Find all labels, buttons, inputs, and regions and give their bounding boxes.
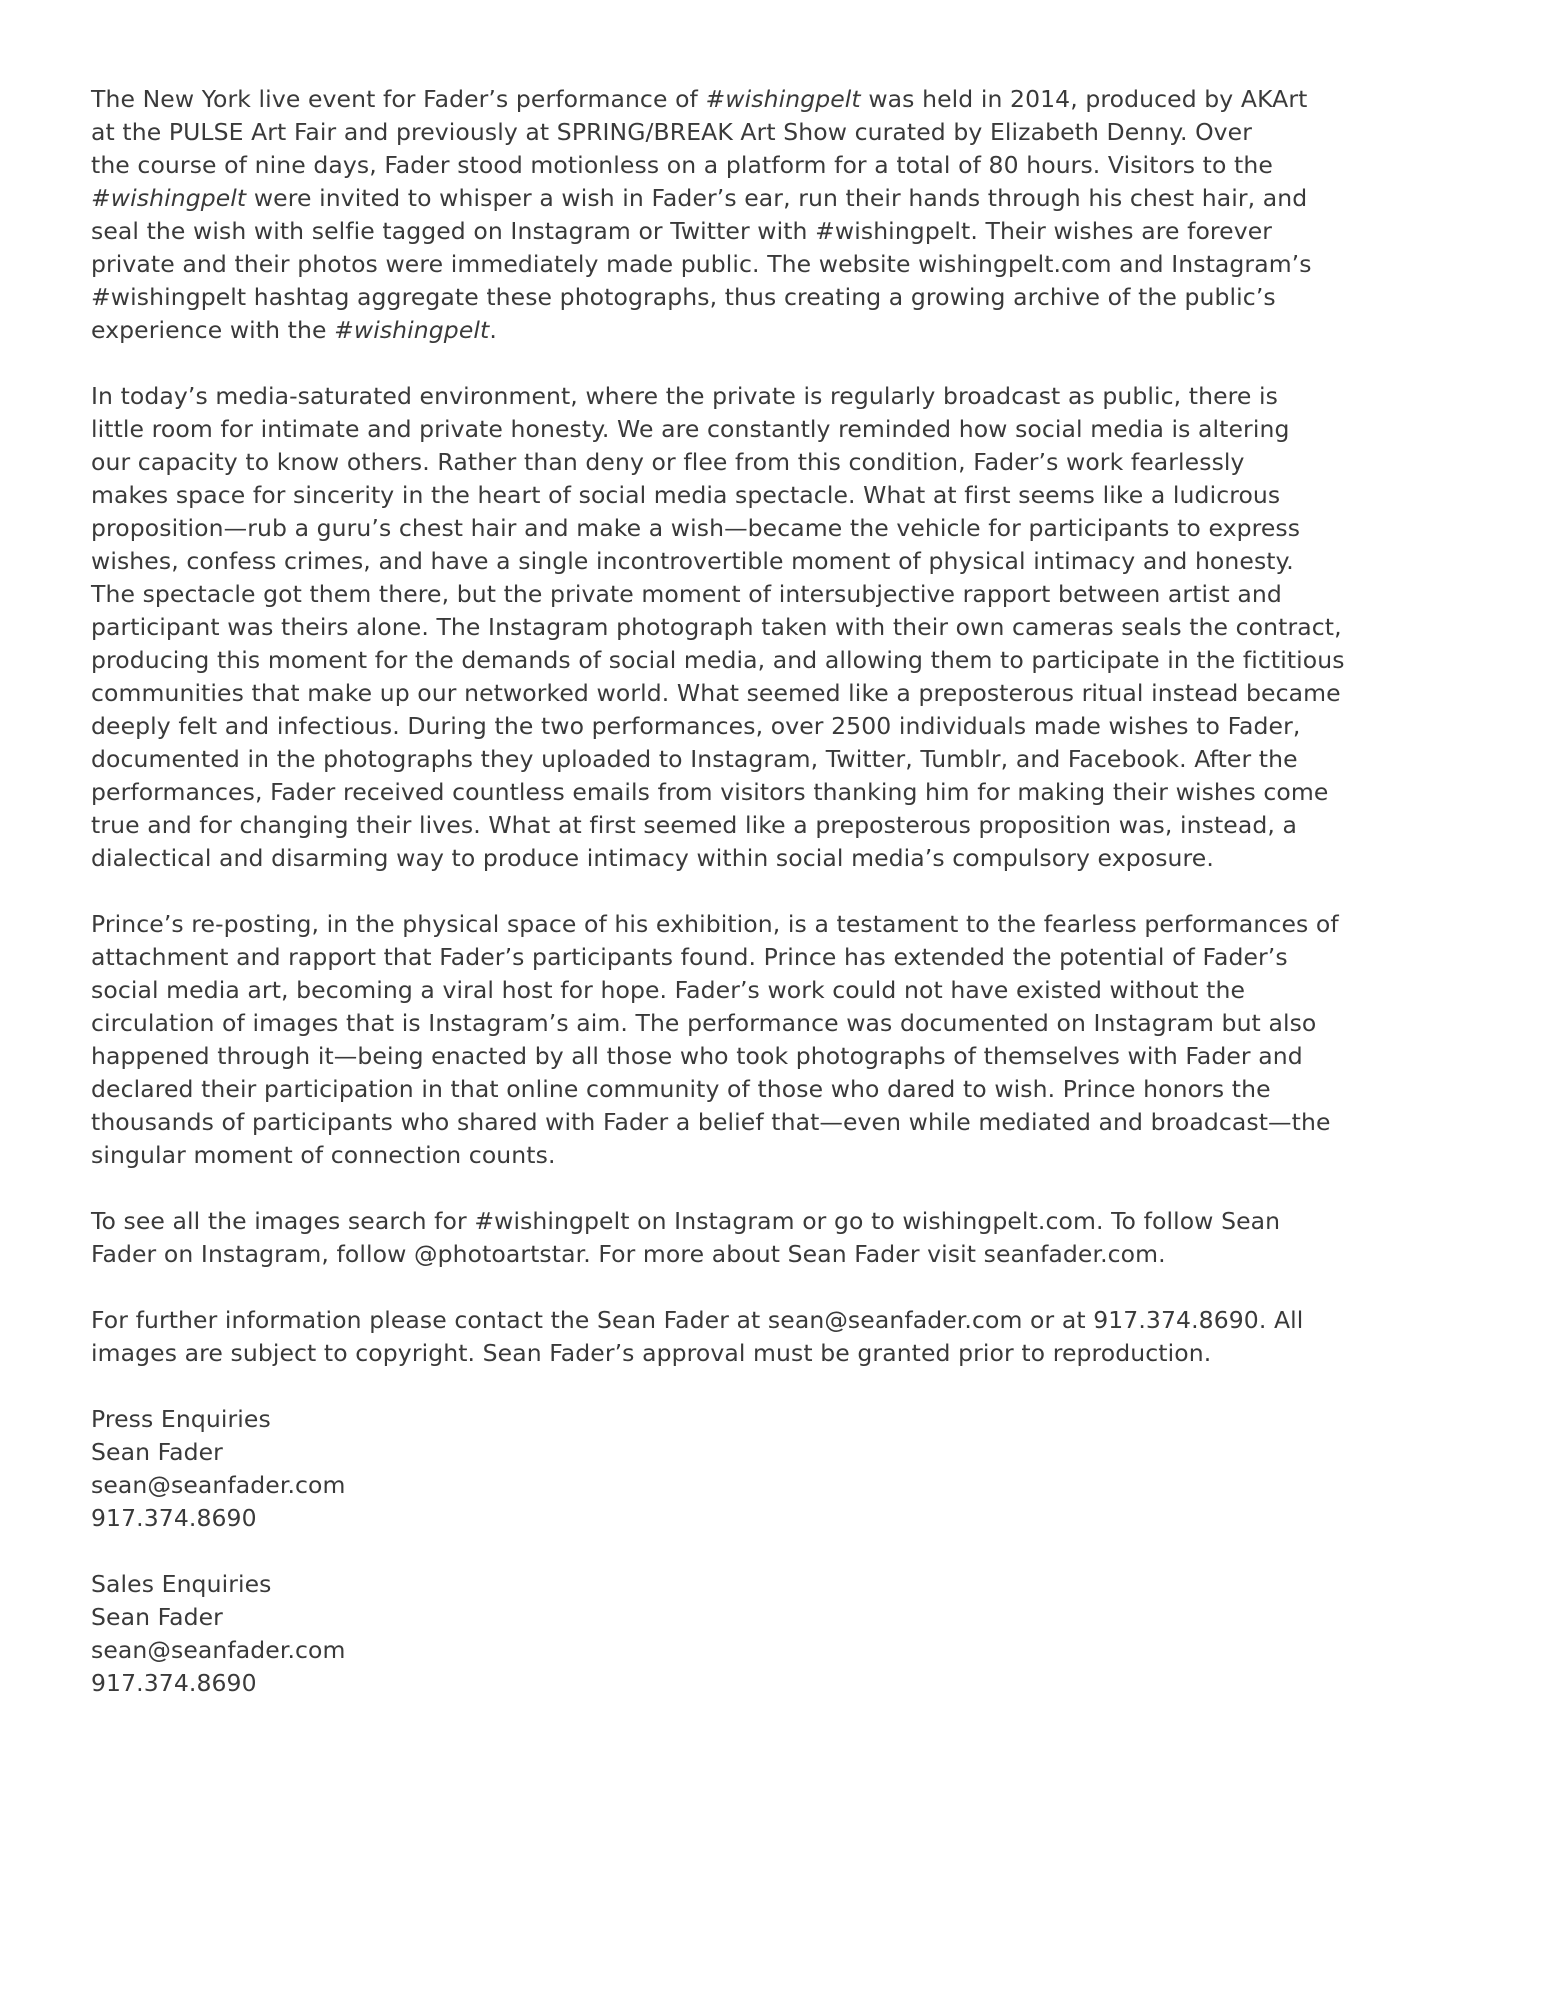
text-run: singular moment of connection counts.: [91, 1141, 556, 1169]
text-line: [91, 149, 1491, 182]
text-line: [91, 1139, 1491, 1172]
press-contact-name: Sean Fader: [91, 1438, 223, 1466]
text-line: [91, 413, 1491, 446]
text-run: our capacity to know others. Rather than deny or flee from this condition, Fader’s work fearlessly: [91, 448, 1245, 476]
text-line: [91, 842, 1491, 875]
text-run: participant was theirs alone. The Instagram photograph taken with their own cameras seals the contract,: [91, 613, 1342, 641]
text-run: the course of nine days, Fader stood motionless on a platform for a total of 80 hours. Visitors to the: [91, 151, 1273, 179]
text-line: [91, 479, 1491, 512]
text-line: [91, 446, 1491, 479]
body-paragraph: [91, 83, 1491, 347]
text-run: private and their photos were immediately made public. The website wishingpelt.com and Instagram’s: [91, 250, 1312, 278]
text-line: [91, 1238, 1491, 1271]
text-run: dialectical and disarming way to produce intimacy within social media’s compulsory exposure.: [91, 844, 1214, 872]
text-line: [91, 578, 1491, 611]
text-run: performances, Fader received countless emails from visitors thanking him for making their wishes come: [91, 778, 1329, 806]
text-run: true and for changing their lives. What at first seemed like a preposterous proposition was, instead, a: [91, 811, 1297, 839]
text-run: Fader on Instagram, follow @photoartstar. For more about Sean Fader visit seanfader.com.: [91, 1240, 1166, 1268]
text-line: [91, 974, 1491, 1007]
text-run: images are subject to copyright. Sean Fader’s approval must be granted prior to reproduction.: [91, 1339, 1212, 1367]
text-line: [91, 1304, 1491, 1337]
text-line: [91, 182, 1491, 215]
text-line: [91, 776, 1491, 809]
text-line: [91, 1337, 1491, 1370]
text-run: little room for intimate and private honesty. We are constantly reminded how social media is altering: [91, 415, 1290, 443]
text-run: at the PULSE Art Fair and previously at SPRING/BREAK Art Show curated by Elizabeth Denny. Over: [91, 118, 1253, 146]
text-line: [91, 380, 1491, 413]
text-line: [91, 116, 1491, 149]
text-line: [91, 743, 1491, 776]
text-line: [91, 710, 1491, 743]
sales-contact-name: Sean Fader: [91, 1603, 223, 1631]
text-line: [91, 281, 1491, 314]
press-contact-phone: 917.374.8690: [91, 1504, 257, 1532]
text-line: [91, 941, 1491, 974]
text-run: circulation of images that is Instagram’s aim. The performance was documented on Instagram but also: [91, 1009, 1317, 1037]
body-paragraph: [91, 908, 1491, 1172]
text-line: [91, 809, 1491, 842]
sales-contact-email[interactable]: sean@seanfader.com: [91, 1636, 346, 1664]
text-run: declared their participation in that online community of those who dared to wish. Prince honors the: [91, 1075, 1271, 1103]
text-run: documented in the photographs they uploaded to Instagram, Twitter, Tumblr, and Facebook. After the: [91, 745, 1298, 773]
text-run: The spectacle got them there, but the private moment of intersubjective rapport between artist and: [91, 580, 1282, 608]
text-run: attachment and rapport that Fader’s participants found. Prince has extended the potential of Fader’s: [91, 943, 1288, 971]
press-enquiries-block: [91, 1403, 1491, 1535]
text-line: [91, 248, 1491, 281]
text-run: were invited to whisper a wish in Fader’s ear, run their hands through his chest hair, and: [246, 184, 1308, 212]
text-run: producing this moment for the demands of social media, and allowing them to participate in the fictitious: [91, 646, 1345, 674]
body-paragraphs: [91, 83, 1491, 1370]
press-contact-email[interactable]: sean@seanfader.com: [91, 1471, 346, 1499]
text-run: Prince’s re-posting, in the physical space of his exhibition, is a testament to the fearless performances of: [91, 910, 1339, 938]
text-line: [91, 1205, 1491, 1238]
text-run: proposition—rub a guru’s chest hair and make a wish—became the vehicle for participants to express: [91, 514, 1301, 542]
italic-text-run: #wishingpelt: [705, 85, 861, 113]
text-line: [91, 512, 1491, 545]
text-line: [91, 545, 1491, 578]
text-line: [91, 611, 1491, 644]
text-run: makes space for sincerity in the heart of social media spectacle. What at first seems like a ludicrous: [91, 481, 1281, 509]
text-line: [91, 1073, 1491, 1106]
sales-enquiries-block: [91, 1568, 1491, 1700]
text-run: thousands of participants who shared with Fader a belief that—even while mediated and broadcast—the: [91, 1108, 1331, 1136]
text-run: experience with the: [91, 316, 335, 344]
text-run: communities that make up our networked world. What seemed like a preposterous ritual instead became: [91, 679, 1341, 707]
text-run: In today’s media-saturated environment, where the private is regularly broadcast as public, there is: [91, 382, 1279, 410]
text-line: [91, 1106, 1491, 1139]
text-line: [91, 215, 1491, 248]
text-run: seal the wish with selfie tagged on Instagram or Twitter with #wishingpelt. Their wishes are forever: [91, 217, 1273, 245]
press-heading: Press Enquiries: [91, 1405, 271, 1433]
press-release-page: [91, 83, 1491, 1733]
text-run: For further information please contact the Sean Fader at sean@seanfader.com or at 917.374.8690. All: [91, 1306, 1304, 1334]
text-run: happened through it—being enacted by all those who took photographs of themselves with Fader and: [91, 1042, 1303, 1070]
text-run: #wishingpelt hashtag aggregate these photographs, thus creating a growing archive of the public’s: [91, 283, 1276, 311]
text-line: [91, 908, 1491, 941]
text-run: was held in 2014, produced by AKArt: [860, 85, 1308, 113]
body-paragraph: [91, 1304, 1491, 1370]
text-run: The New York live event for Fader’s performance of: [91, 85, 706, 113]
sales-heading: Sales Enquiries: [91, 1570, 272, 1598]
text-line: [91, 1007, 1491, 1040]
italic-text-run: #wishingpelt: [334, 316, 490, 344]
text-line: [91, 644, 1491, 677]
text-line: [91, 677, 1491, 710]
sales-contact-phone: 917.374.8690: [91, 1669, 257, 1697]
text-run: wishes, confess crimes, and have a single incontrovertible moment of physical intimacy and honesty.: [91, 547, 1294, 575]
text-run: social media art, becoming a viral host for hope. Fader’s work could not have existed without the: [91, 976, 1246, 1004]
text-line: [91, 1040, 1491, 1073]
text-line: [91, 314, 1491, 347]
body-paragraph: [91, 380, 1491, 875]
text-line: [91, 83, 1491, 116]
italic-text-run: #wishingpelt: [91, 184, 247, 212]
body-paragraph: [91, 1205, 1491, 1271]
text-run: .: [489, 316, 497, 344]
text-run: To see all the images search for #wishingpelt on Instagram or go to wishingpelt.com. To follow Sean: [91, 1207, 1281, 1235]
text-run: deeply felt and infectious. During the two performances, over 2500 individuals made wishes to Fader,: [91, 712, 1301, 740]
